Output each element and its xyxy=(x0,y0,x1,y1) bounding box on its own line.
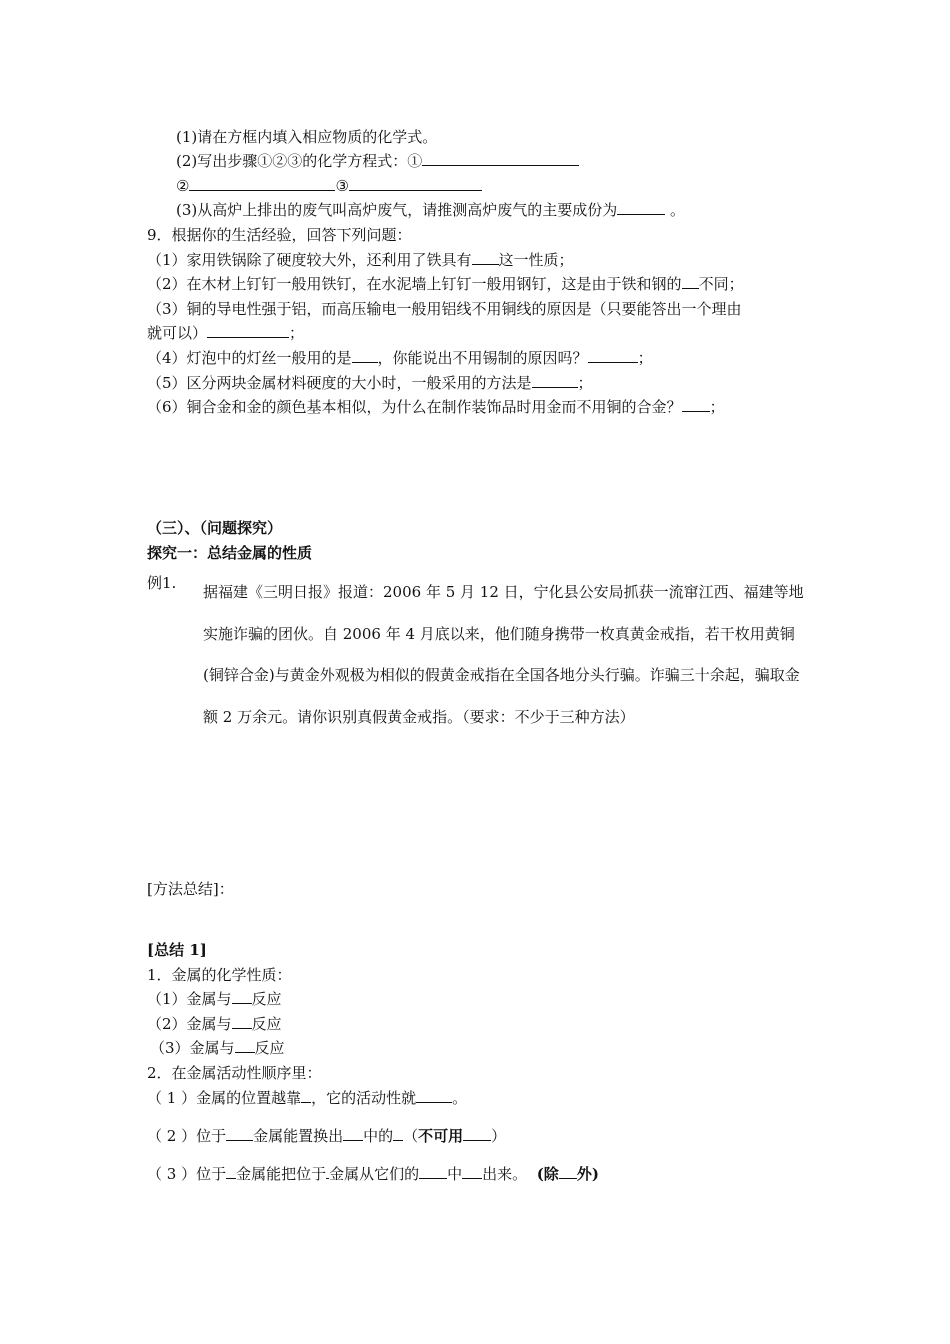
answer-blank[interactable] xyxy=(189,176,335,191)
answer-blank[interactable] xyxy=(419,1164,447,1179)
summary-item-1: （1）金属与 反应 xyxy=(147,990,282,1008)
answer-blank[interactable] xyxy=(226,1126,253,1141)
q9-item-5: （5）区分两块金属材料硬度的大小时，一般采用的方法是 ； xyxy=(147,374,593,392)
answer-blank[interactable] xyxy=(682,274,699,289)
summary-title: [总结 1] xyxy=(147,941,207,959)
q8-line-4: (3)从高炉上排出的废气叫高炉废气，请推测高炉废气的主要成份为 。 xyxy=(176,201,686,219)
answer-blank[interactable] xyxy=(207,323,289,338)
summary-heading-2: 2．在金属活动性顺序里： xyxy=(147,1064,322,1082)
answer-blank[interactable] xyxy=(343,1126,363,1141)
example-label: 例1. xyxy=(147,574,177,592)
answer-blank[interactable] xyxy=(235,1038,255,1053)
answer-blank[interactable] xyxy=(472,250,499,265)
summary-heading-1: 1．金属的化学性质： xyxy=(147,966,292,984)
answer-blank[interactable] xyxy=(682,397,710,412)
answer-blank[interactable] xyxy=(588,348,638,363)
q9-item-2: （2）在木材上钉钉一般用铁钉，在水泥墙上钉钉一般用钢钉，这是由于铁和钢的 不同； xyxy=(147,275,744,293)
q9-item-6: （6）铜合金和金的颜色基本相似，为什么在制作装饰品时用金而不用铜的合金？ ； xyxy=(147,398,725,416)
summary-item-3: （3）金属与 反应 xyxy=(150,1039,285,1057)
answer-blank[interactable] xyxy=(422,151,579,166)
q8-line-1: (1)请在方框内填入相应物质的化学式。 xyxy=(176,128,438,146)
answer-blank[interactable] xyxy=(232,1014,252,1029)
answer-blank[interactable] xyxy=(349,176,482,191)
answer-blank[interactable] xyxy=(532,373,578,388)
q8-line-3: ② ③ xyxy=(176,176,482,196)
answer-blank[interactable] xyxy=(559,1164,577,1179)
answer-blank[interactable] xyxy=(393,1126,403,1141)
summary-item-2: （2）金属与 反应 xyxy=(147,1015,282,1033)
method-summary: [方法总结]： xyxy=(147,880,234,898)
answer-blank[interactable] xyxy=(301,1088,311,1103)
example-text: 据福建《三明日报》报道：2006 年 5 月 12 日，宁化县公安局抓获一流窜江西、福建等地实施诈骗的团伙。自 2006 年 4 月底以来，他们随身携带一枚真黄金戒指，若干枚用黄铜(铜锌合金)与黄金外观极为相似的假黄金戒指在全国各地分头行骗。诈骗三十余起，骗取金额 2 万余元。请你识别真假黄金戒指。（要求：不少于三种方法） xyxy=(203,583,804,726)
section-subtitle: 探究一：总结金属的性质 xyxy=(147,544,313,562)
q9-item-1: （1）家用铁锅除了硬度较大外，还利用了铁具有 这一性质； xyxy=(147,251,574,269)
q9-title: 9．根据你的生活经验，回答下列问题： xyxy=(147,226,412,244)
activity-rule-3: （ 3 ）位于 金属能把位于 金属从它们的 中 出来。 (除 外) xyxy=(147,1165,599,1183)
activity-rule-2: （ 2 ）位于 金属能置换出 中的 （不可用 ） xyxy=(147,1127,507,1145)
answer-blank[interactable] xyxy=(352,348,378,363)
q8-line-2: (2)写出步骤①②③的化学方程式：① xyxy=(176,151,579,171)
answer-blank[interactable] xyxy=(416,1088,452,1103)
answer-blank[interactable] xyxy=(463,1126,491,1141)
answer-blank[interactable] xyxy=(617,200,665,215)
q9-item-3: （3）铜的导电性强于铝，而高压输电一般用铝线不用铜线的原因是（只要能答出一个理由 xyxy=(147,300,742,318)
activity-rule-1: （ 1 ）金属的位置越靠 ，它的活动性就 。 xyxy=(147,1089,468,1107)
q9-item-3-cont: 就可以） ； xyxy=(147,324,305,342)
answer-blank[interactable] xyxy=(462,1164,482,1179)
answer-blank[interactable] xyxy=(226,1164,236,1179)
answer-blank[interactable] xyxy=(232,989,252,1004)
q9-item-4: （4）灯泡中的灯丝一般用的是 ，你能说出不用锡制的原因吗？ ； xyxy=(147,349,653,367)
section-title: （三）、（问题探究） xyxy=(147,519,283,537)
